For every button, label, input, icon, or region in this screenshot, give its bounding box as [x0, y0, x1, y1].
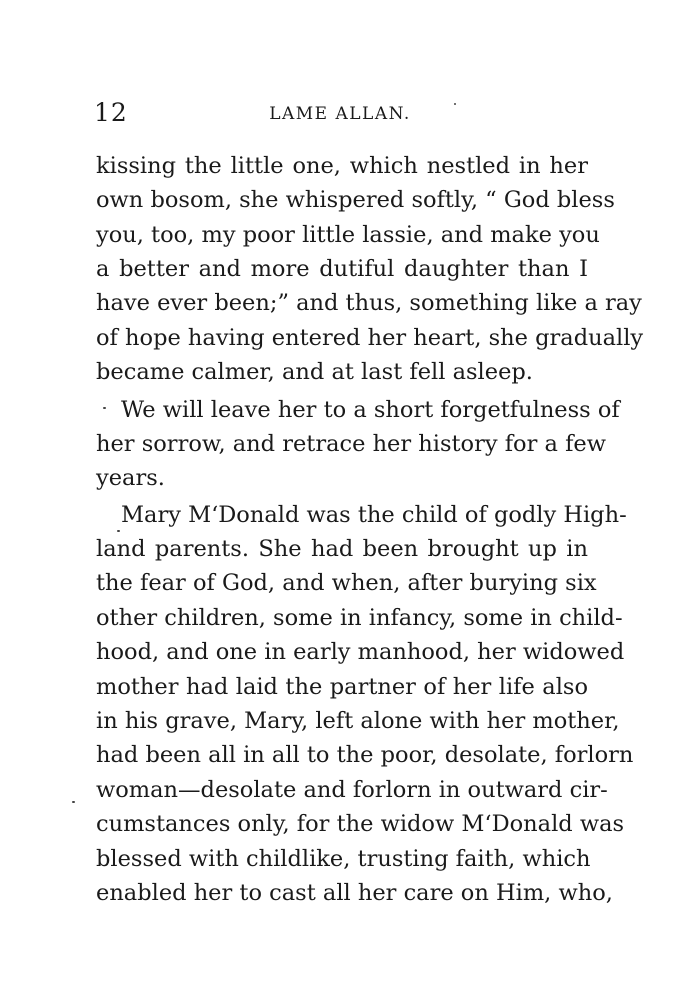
text-line: became calmer, and at last fell asleep. [96, 359, 533, 385]
paragraph-first-line: Mary M‘Donald was the child of godly High- [121, 502, 627, 528]
text-line: other children, some in infancy, some in child- [96, 605, 623, 631]
text-line: woman—desolate and forlorn in outward cir- [96, 777, 608, 803]
text-line: own bosom, she whispered softly, “ God bless [96, 187, 615, 213]
paragraph-first-line: We will leave her to a short forgetfulness of [121, 397, 620, 423]
text-line: in his grave, Mary, left alone with her mother, [96, 708, 620, 734]
text-line: have ever been;” and thus, something like a ray [96, 290, 642, 316]
text-line: kissing the little one, which nestled in her [96, 153, 588, 179]
page-header [0, 0, 680, 140]
text-line: the fear of God, and when, after burying six [96, 570, 597, 596]
text-line: enabled her to cast all her care on Him, who, [96, 880, 613, 906]
page-number: 12 [94, 98, 128, 127]
ink-speck [454, 103, 456, 105]
running-head: LAME ALLAN. [269, 104, 411, 124]
ink-speck [117, 530, 120, 532]
ink-speck [72, 801, 75, 803]
text-line: cumstances only, for the widow M‘Donald was [96, 811, 625, 837]
text-line: hood, and one in early manhood, her widowed [96, 639, 625, 665]
text-line: of hope having entered her heart, she gradually [96, 325, 644, 351]
text-line: her sorrow, and retrace her history for a few [96, 431, 606, 457]
text-line: years. [96, 465, 165, 491]
text-line: had been all in all to the poor, desolate, forlorn [96, 742, 634, 768]
text-line: you, too, my poor little lassie, and make you [96, 222, 600, 248]
text-line: a better and more dutiful daughter than I [96, 256, 588, 282]
text-line: blessed with childlike, trusting faith, which [96, 846, 591, 872]
text-line: mother had laid the partner of her life also [96, 674, 588, 700]
ink-speck [103, 407, 106, 409]
text-line: land parents. She had been brought up in [96, 536, 588, 562]
